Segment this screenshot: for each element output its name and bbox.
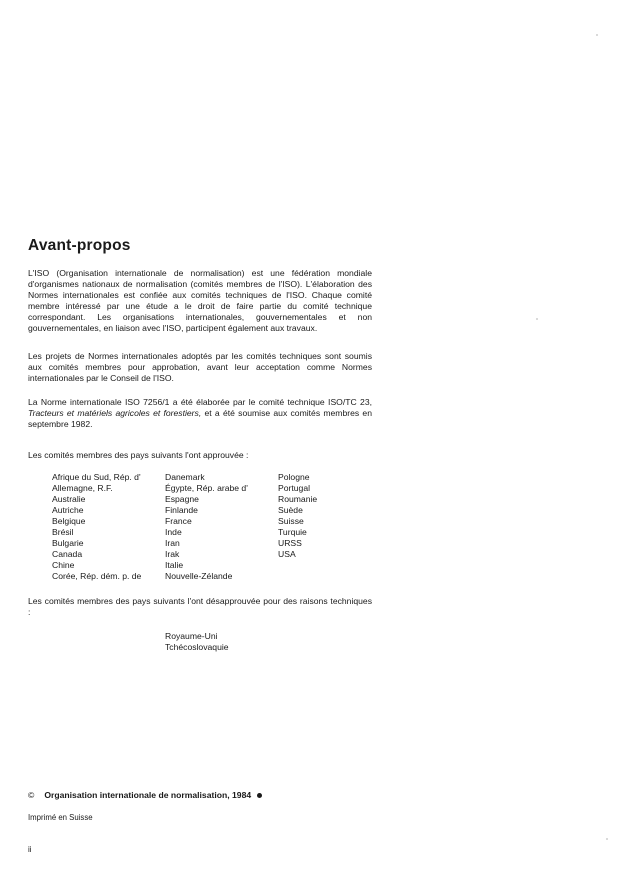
committee-title: Tracteurs et matériels agricoles et forestiers, [28,408,202,418]
disapproving-country: Royaume-Uni [165,631,218,641]
approving-country: Turquie [278,527,307,537]
approving-country: Égypte, Rép. arabe d' [165,483,248,493]
approving-countries-column-3 [278,472,317,560]
approving-country: Iran [165,538,180,548]
approving-country: Espagne [165,494,199,504]
approving-country: Pologne [278,472,310,482]
approving-country: Nouvelle-Zélande [165,571,233,581]
copyright-text: Organisation internationale de normalisation, 1984 [44,790,252,800]
elaboration-text-end: et a été soumise aux comités membres en septembre 1982. [28,408,372,429]
approving-country: Suède [278,505,303,515]
bullet-icon [257,793,262,798]
scan-speck [536,318,538,320]
disapprovals-heading: Les comités membres des pays suivants l'ont désapprouvée pour des raisons techniques : [28,596,372,617]
scan-speck [606,838,608,840]
approving-country: Autriche [52,505,84,515]
page-title: Avant-propos [28,237,131,254]
approving-country: Bulgarie [52,538,84,548]
approving-countries-column-2 [165,472,248,582]
approving-country: Suisse [278,516,304,526]
disapproving-countries-list [165,631,229,653]
approving-country: Belgique [52,516,86,526]
approving-countries-column-1 [52,472,141,582]
approving-country: Brésil [52,527,74,537]
approving-country: Danemark [165,472,205,482]
approving-country: Afrique du Sud, Rép. d' [52,472,141,482]
approving-country: Chine [52,560,75,570]
approving-country: Finlande [165,505,198,515]
approving-country: Portugal [278,483,311,493]
elaboration-paragraph [28,397,372,430]
copyright-symbol: © [28,790,35,800]
disapproving-country: Tchécoslovaquie [165,642,229,652]
approving-country: Italie [165,560,184,570]
scan-speck [596,34,598,36]
intro-paragraph: L'ISO (Organisation internationale de normalisation) est une fédération mondiale d'organismes nationaux de normalisation (comités membres de l'ISO). L'élaboration des Normes internationales est confiée aux comités techniques de l'ISO. Chaque comité membre intéressé par une étude a le droit de faire partie du comité technique correspondant. Les organisations internationales, gouvernementales et non gouvernementales, en liaison avec l'ISO, participent également aux travaux. [28,268,372,333]
approving-country: USA [278,549,296,559]
approval-process-paragraph: Les projets de Normes internationales adoptés par les comités techniques sont soumis aux comités membres pour approbation, avant leur acceptation comme Normes internationales par le Conseil de l'ISO. [28,351,372,383]
approving-country: URSS [278,538,302,548]
page-number: ii [28,845,32,854]
approving-country: Roumanie [278,494,318,504]
copyright-line [28,790,262,800]
printed-in: Imprimé en Suisse [28,813,93,822]
approving-country: Allemagne, R.F. [52,483,113,493]
approving-country: Inde [165,527,182,537]
approvals-heading: Les comités membres des pays suivants l'ont approuvée : [28,450,249,460]
approving-country: Canada [52,549,83,559]
approving-country: France [165,516,192,526]
approving-country: Irak [165,549,180,559]
approving-country: Australie [52,494,86,504]
approving-country: Corée, Rép. dém. p. de [52,571,142,581]
elaboration-text-start: La Norme internationale ISO 7256/1 a été élaborée par le comité technique ISO/TC 23, [28,397,372,407]
